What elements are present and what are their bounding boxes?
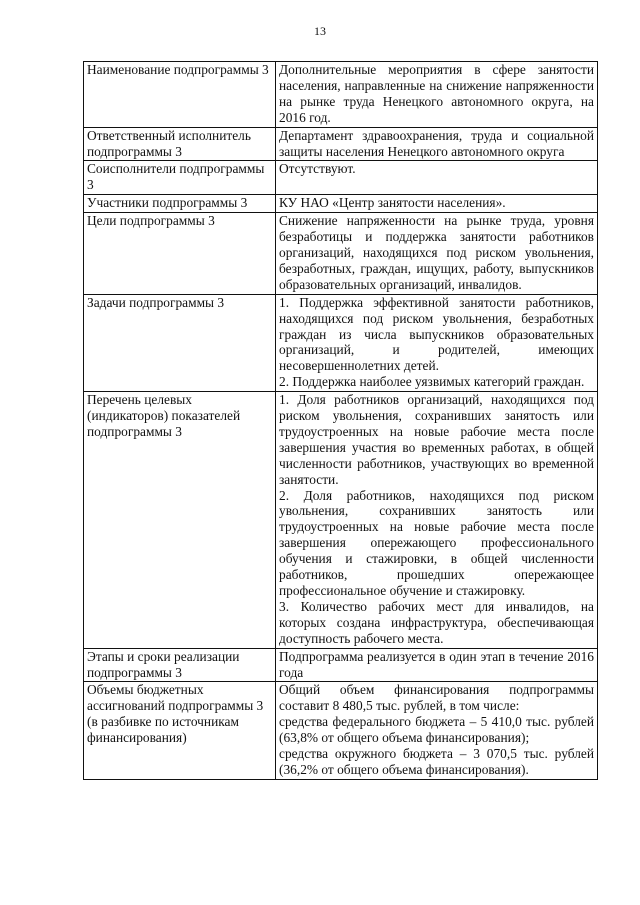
row-label-indicators: Перечень целевых (индикаторов) показателей подпрограммы 3 bbox=[84, 392, 276, 649]
row-label-coexecutors: Соисполнители подпрограммы 3 bbox=[84, 161, 276, 195]
row-label-budget: Объемы бюджетных ассигнований подпрограммы 3 (в разбивке по источникам финансирования) bbox=[84, 682, 276, 779]
value-paragraph: средства федерального бюджета – 5 410,0 тыс. рублей (63,8% от общего объема финансирования); bbox=[279, 714, 594, 746]
page-number: 13 bbox=[314, 24, 326, 38]
value-paragraph: КУ НАО «Центр занятости населения». bbox=[279, 195, 506, 211]
value-paragraph: 2. Поддержка наиболее уязвимых категорий граждан. bbox=[279, 374, 585, 390]
value-paragraph: Общий объем финансирования подпрограммы составит 8 480,5 тыс. рублей, в том числе: bbox=[279, 682, 594, 714]
row-label-responsible: Ответственный исполнитель подпрограммы 3 bbox=[84, 127, 276, 161]
value-paragraph: Департамент здравоохранения, труда и социальной защиты населения Ненецкого автономного округа bbox=[279, 127, 594, 159]
row-value-goals bbox=[276, 213, 598, 295]
row-value-coexecutors bbox=[276, 161, 598, 195]
row-label-goals: Цели подпрограммы 3 bbox=[84, 213, 276, 295]
value-paragraph: 1. Доля работников организаций, находящихся под риском увольнения, сохранивших занятость или трудоустроенных на новые рабочие места после завершения участия во временных работах, в общей численности работников, участвующих во временной занятости. bbox=[279, 392, 594, 487]
table-row bbox=[84, 213, 598, 295]
value-paragraph: 2. Доля работников, находящихся под риском увольнения, сохранивших занятость или трудоустроенных на новые рабочие места после завершения опережающего профессионального обучения и стажировки, в общей численности работников, прошедших опережающее профессиональное обучение и стажировку. bbox=[279, 487, 594, 598]
row-label-stages: Этапы и сроки реализации подпрограммы 3 bbox=[84, 648, 276, 682]
value-paragraph: 1. Поддержка эффективной занятости работников, находящихся под риском увольнения, безработных граждан из числа выпускников образовательных организаций, и родителей, имеющих несовершеннолетних детей. bbox=[279, 294, 594, 374]
value-paragraph: средства окружного бюджета – 3 070,5 тыс. рублей (36,2% от общего объема финансирования). bbox=[279, 746, 594, 777]
row-label-name: Наименование подпрограммы 3 bbox=[84, 62, 276, 128]
table-row bbox=[84, 682, 598, 779]
value-paragraph: Снижение напряженности на рынке труда, уровня безработицы и поддержка занятости работников организаций, находящихся под риском увольнения, безработных, граждан, ищущих, работу, выпускников образовательных организаций, инвалидов. bbox=[279, 213, 594, 292]
row-value-budget bbox=[276, 682, 598, 779]
table-row bbox=[84, 392, 598, 649]
table-row bbox=[84, 127, 598, 161]
row-value-name bbox=[276, 62, 598, 128]
table-row bbox=[84, 62, 598, 128]
row-label-tasks: Задачи подпрограммы 3 bbox=[84, 294, 276, 391]
row-value-stages bbox=[276, 648, 598, 682]
value-paragraph: Подпрограмма реализуется в один этап в течение 2016 года bbox=[279, 648, 594, 680]
row-label-participants: Участники подпрограммы 3 bbox=[84, 195, 276, 213]
value-paragraph: Дополнительные мероприятия в сфере занятости населения, направленные на снижение напряженности на рынке труда Ненецкого автономного округа, на 2016 год. bbox=[279, 62, 594, 125]
row-value-tasks bbox=[276, 294, 598, 391]
table-row bbox=[84, 294, 598, 391]
table-row bbox=[84, 648, 598, 682]
row-value-participants bbox=[276, 195, 598, 213]
subprogram-passport-table bbox=[83, 61, 598, 780]
row-value-indicators bbox=[276, 392, 598, 649]
table-row bbox=[84, 195, 598, 213]
row-value-responsible bbox=[276, 127, 598, 161]
value-paragraph: Отсутствуют. bbox=[279, 161, 356, 177]
value-paragraph: 3. Количество рабочих мест для инвалидов, на которых создана инфраструктура, обеспечивающая доступность рабочего места. bbox=[279, 598, 594, 646]
table-row bbox=[84, 161, 598, 195]
